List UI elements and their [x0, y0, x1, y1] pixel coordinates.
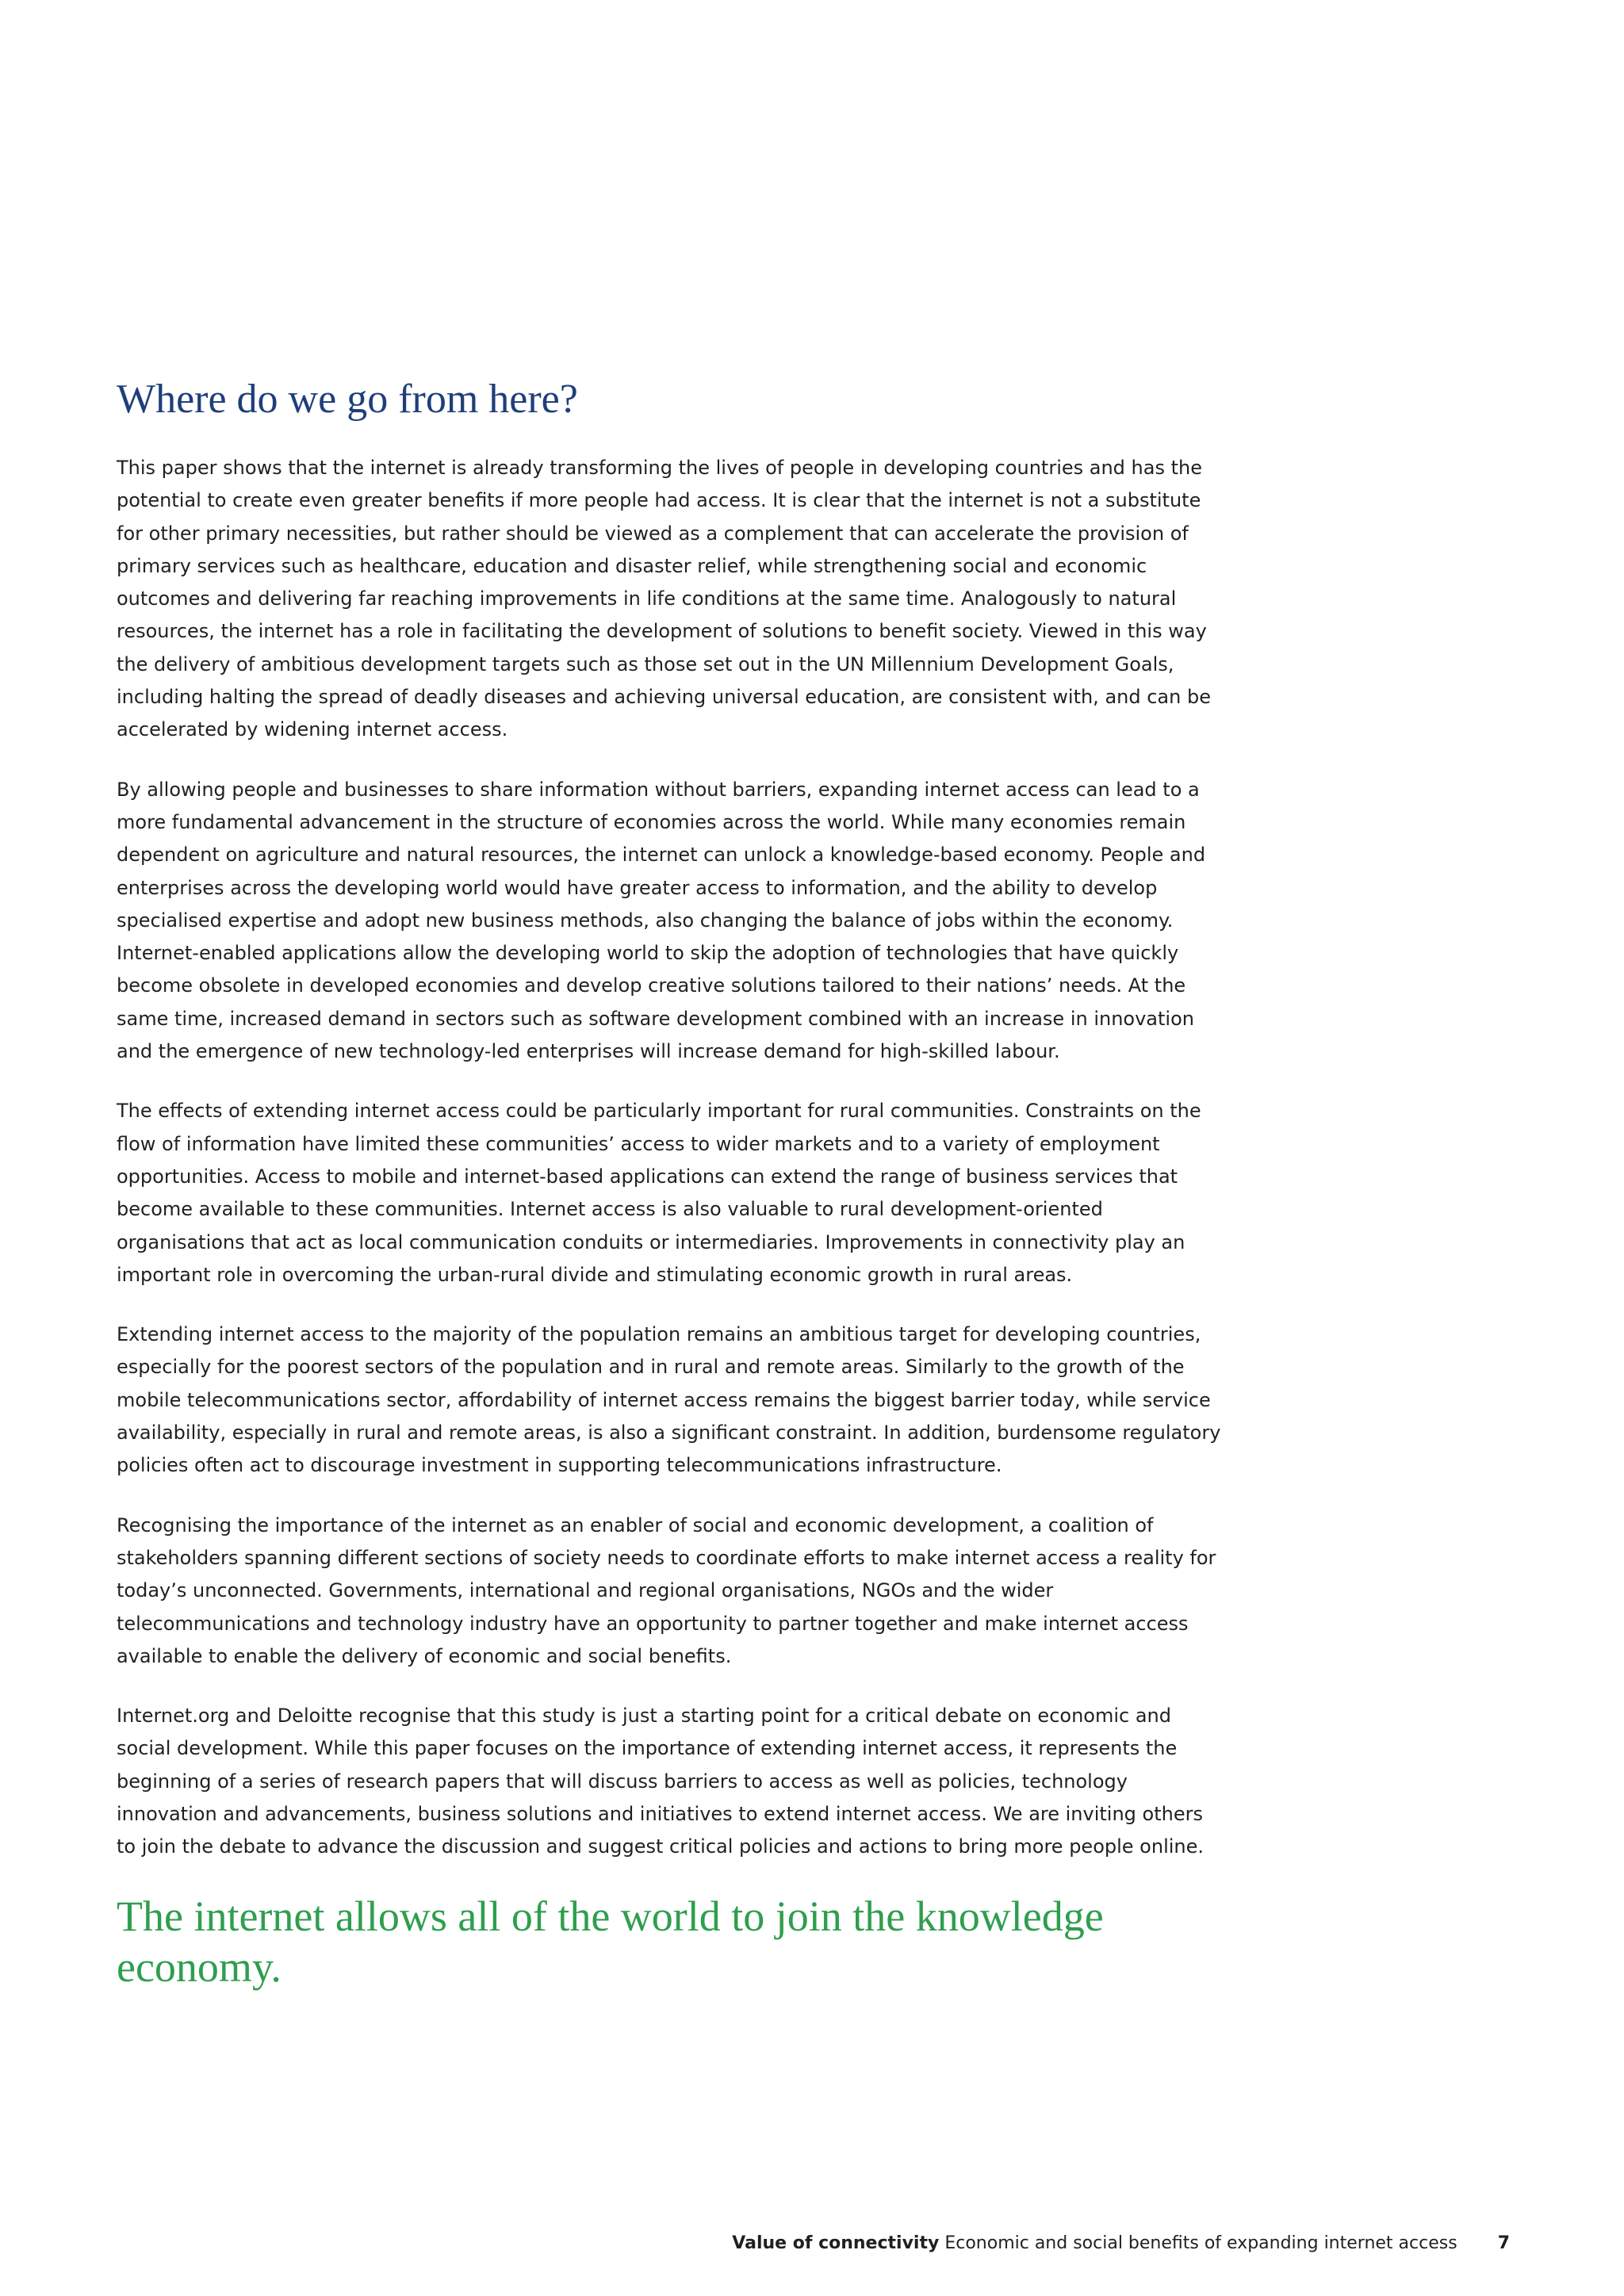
body-paragraph-3: The effects of extending internet access could be particularly important for rural communities. Constraints on the flow of information have limited these communities’ access to wider markets and to a variety of employment opportunities. Access to mobile and internet-based applications can extend the range of business services that become available to these communities. Internet access is also valuable to rural development-oriented organisations that act as local communication conduits or intermediaries. Improvements in connectivity play an important role in overcoming the urban-rural divide and stimulating economic growth in rural areas.	[117, 1100, 1201, 1286]
main-content	[117, 374, 1227, 1992]
page-number: 7	[1497, 2233, 1510, 2253]
pull-quote: The internet allows all of the world to join the knowledge economy.	[117, 1892, 1104, 1991]
body-paragraph-4: Extending internet access to the majority of the population remains an ambitious target for developing countries, especially for the poorest sectors of the population and in rural and remote areas. Similarly to the growth of the mobile telecommunications sector, affordability of internet access remains the biggest barrier today, while service availability, especially in rural and remote areas, is also a significant constraint. In addition, burdensome regulatory policies often act to discourage investment in supporting telecommunications infrastructure.	[117, 1323, 1221, 1477]
page-footer	[476, 2231, 1510, 2256]
footer-publication: Value of connectivity	[732, 2233, 940, 2253]
body-paragraph-1: This paper shows that the internet is already transforming the lives of people in developing countries and has the potential to create even greater benefits if more people had access. It is clear that the internet is not a substitute for other primary necessities, but rather should be viewed as a complement that can accelerate the provision of primary services such as healthcare, education and disaster relief, while strengthening social and economic outcomes and delivering far reaching improvements in life conditions at the same time. Analogously to natural resources, the internet has a role in facilitating the development of solutions to benefit society. Viewed in this way the delivery of ambitious development targets such as those set out in the UN Millennium Development Goals, including halting the spread of deadly diseases and achieving universal education, are consistent with, and can be accelerated by widening internet access.	[117, 457, 1211, 741]
body-paragraph-6: Internet.org and Deloitte recognise that this study is just a starting point for a critical debate on economic and social development. While this paper focuses on the importance of extending internet access, it represents the beginning of a series of research papers that will discuss barriers to access as well as policies, technology innovation and advancements, business solutions and initiatives to extend internet access. We are inviting others to join the debate to advance the discussion and suggest critical policies and actions to bring more people online.	[117, 1705, 1205, 1858]
footer-subtitle: Economic and social benefits of expanding internet access	[944, 2233, 1457, 2253]
body-paragraph-5: Recognising the importance of the internet as an enabler of social and economic development, a coalition of stakeholders spanning different sections of society needs to coordinate efforts to make internet access a reality for today’s unconnected. Governments, international and regional organisations, NGOs and the wider telecommunications and technology industry have an opportunity to partner together and make internet access available to enable the delivery of economic and social benefits.	[117, 1513, 1216, 1667]
body-paragraph-2: By allowing people and businesses to share information without barriers, expanding internet access can lead to a more fundamental advancement in the structure of economies across the world. While many economies remain dependent on agriculture and natural resources, the internet can unlock a knowledge-based economy. People and enterprises across the developing world would have greater access to information, and the ability to develop specialised expertise and adopt new business methods, also changing the balance of jobs within the economy. Internet-enabled applications allow the developing world to skip the adoption of technologies that have quickly become obsolete in developed economies and develop creative solutions tailored to their nations’ needs. At the same time, increased demand in sectors such as software development combined with an increase in innovation and the emergence of new technology-led enterprises will increase demand for high-skilled labour.	[117, 778, 1206, 1063]
section-title: Where do we go from here?	[117, 377, 578, 422]
